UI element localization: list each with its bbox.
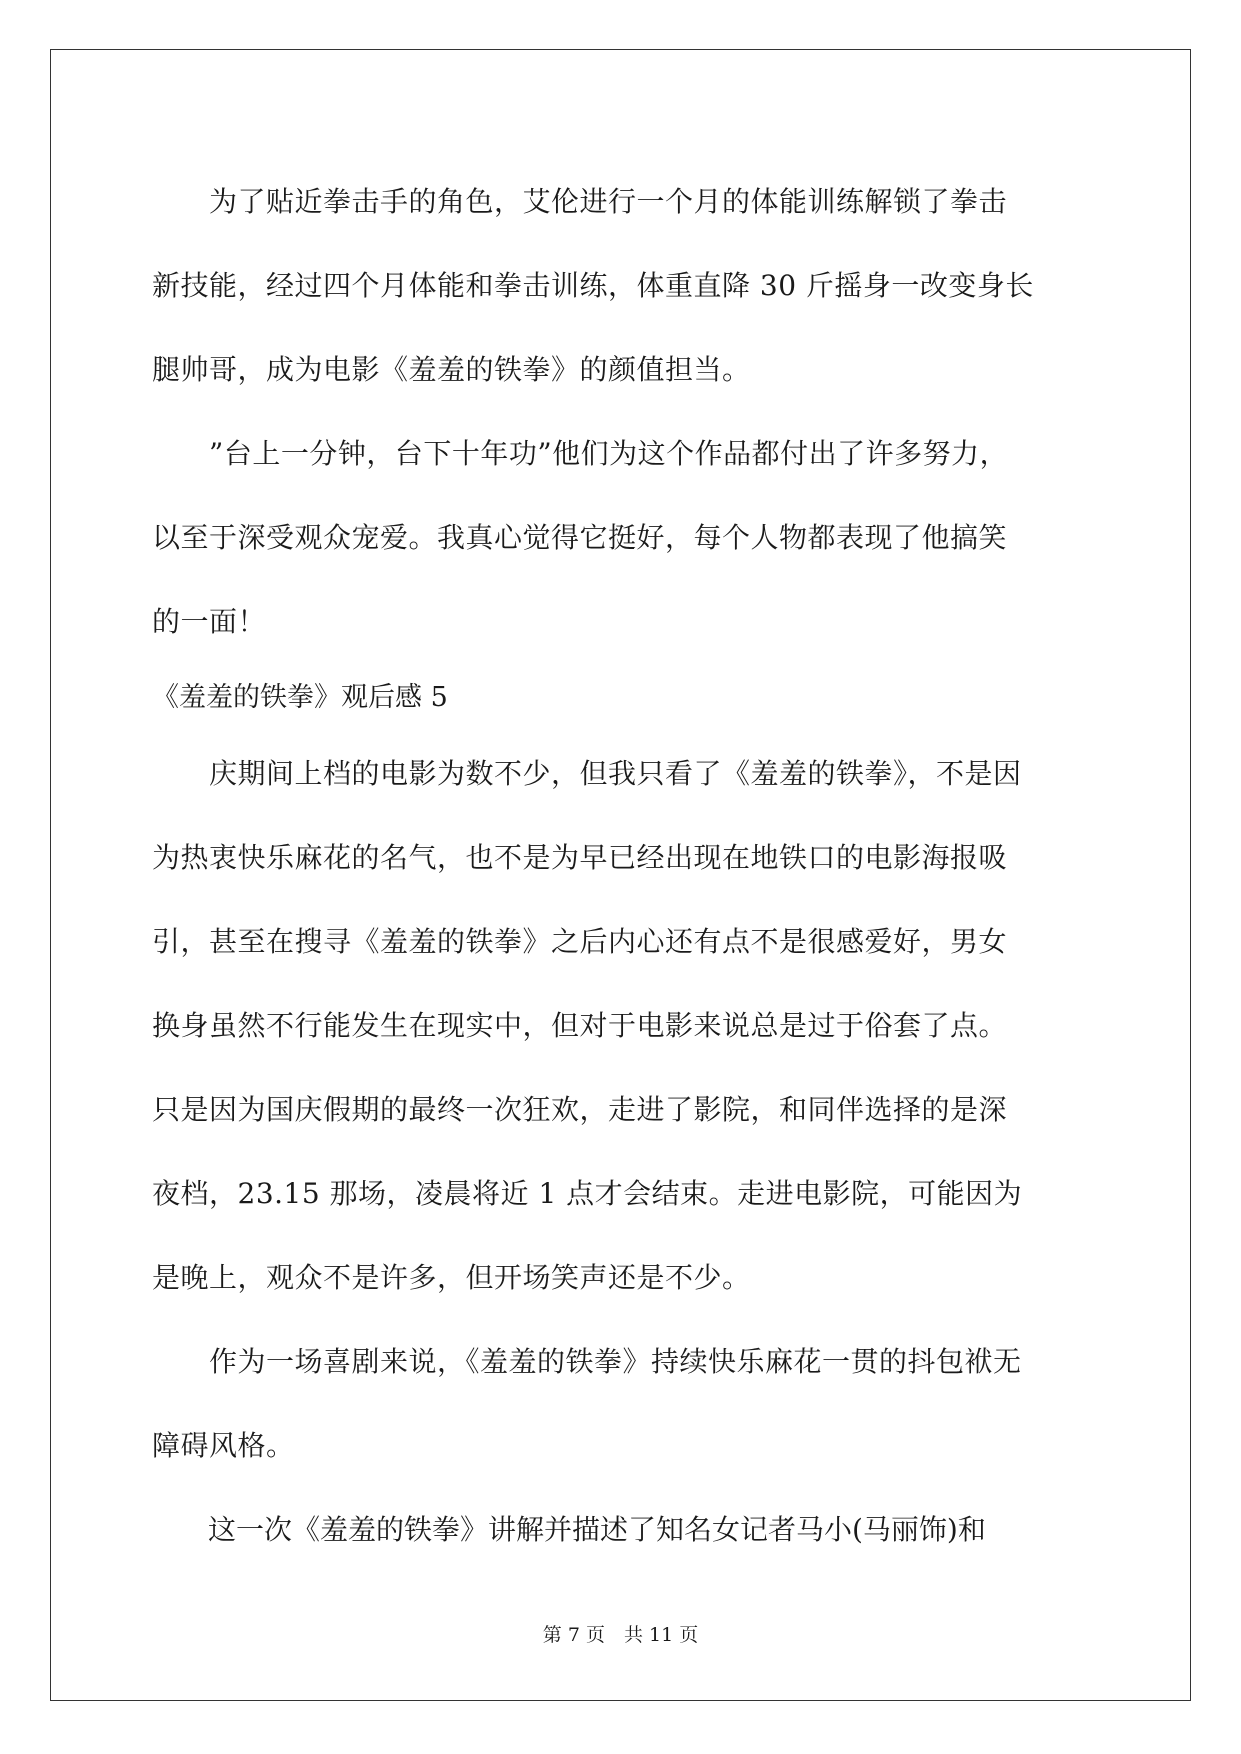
text-line: 障碍风格。 <box>152 1429 295 1462</box>
paragraph <box>152 412 1092 664</box>
paragraph <box>152 732 1092 1320</box>
text-line: 只是因为国庆假期的最终一次狂欢，走进了影院，和同伴选择的是深 <box>152 1093 1008 1126</box>
document-body <box>152 160 1092 1572</box>
page-number-footer: 第 7 页 共 11 页 <box>542 1624 699 1646</box>
text-line: 腿帅哥，成为电影《羞羞的铁拳》的颜值担当。 <box>152 353 751 386</box>
text-line: 的一面！ <box>152 605 267 638</box>
paragraph <box>152 1320 1092 1488</box>
text-line: 是晚上，观众不是许多，但开场笑声还是不少。 <box>152 1261 751 1294</box>
paragraph <box>152 1488 1092 1572</box>
text-line: 引，甚至在搜寻《羞羞的铁拳》之后内心还有点不是很感爱好，男女 <box>152 925 1008 958</box>
text-line: 以至于深受观众宠爱。我真心觉得它挺好，每个人物都表现了他搞笑 <box>152 521 1008 554</box>
paragraph <box>152 160 1092 412</box>
text-line: 新技能，经过四个月体能和拳击训练，体重直降 30 斤摇身一改变身长 <box>152 269 1034 302</box>
text-line: 这一次《羞羞的铁拳》讲解并描述了知名女记者马小(马丽饰)和 <box>152 1513 986 1546</box>
text-line: ”台上一分钟，台下十年功”他们为这个作品都付出了许多努力， <box>152 437 1009 470</box>
text-line: 作为一场喜剧来说，《羞羞的铁拳》持续快乐麻花一贯的抖包袱无 <box>152 1345 1022 1378</box>
text-line: 为了贴近拳击手的角色，艾伦进行一个月的体能训练解锁了拳击 <box>152 185 1008 218</box>
text-line: 夜档，23.15 那场，凌晨将近 1 点才会结束。走进电影院，可能因为 <box>152 1177 1023 1210</box>
text-line: 换身虽然不行能发生在现实中，但对于电影来说总是过于俗套了点。 <box>152 1009 1008 1042</box>
text-line: 为热衷快乐麻花的名气，也不是为早已经出现在地铁口的电影海报吸 <box>152 841 1008 874</box>
section-heading: 《羞羞的铁拳》观后感 5 <box>152 682 448 713</box>
text-line: 庆期间上档的电影为数不少，但我只看了《羞羞的铁拳》，不是因 <box>152 757 1022 790</box>
